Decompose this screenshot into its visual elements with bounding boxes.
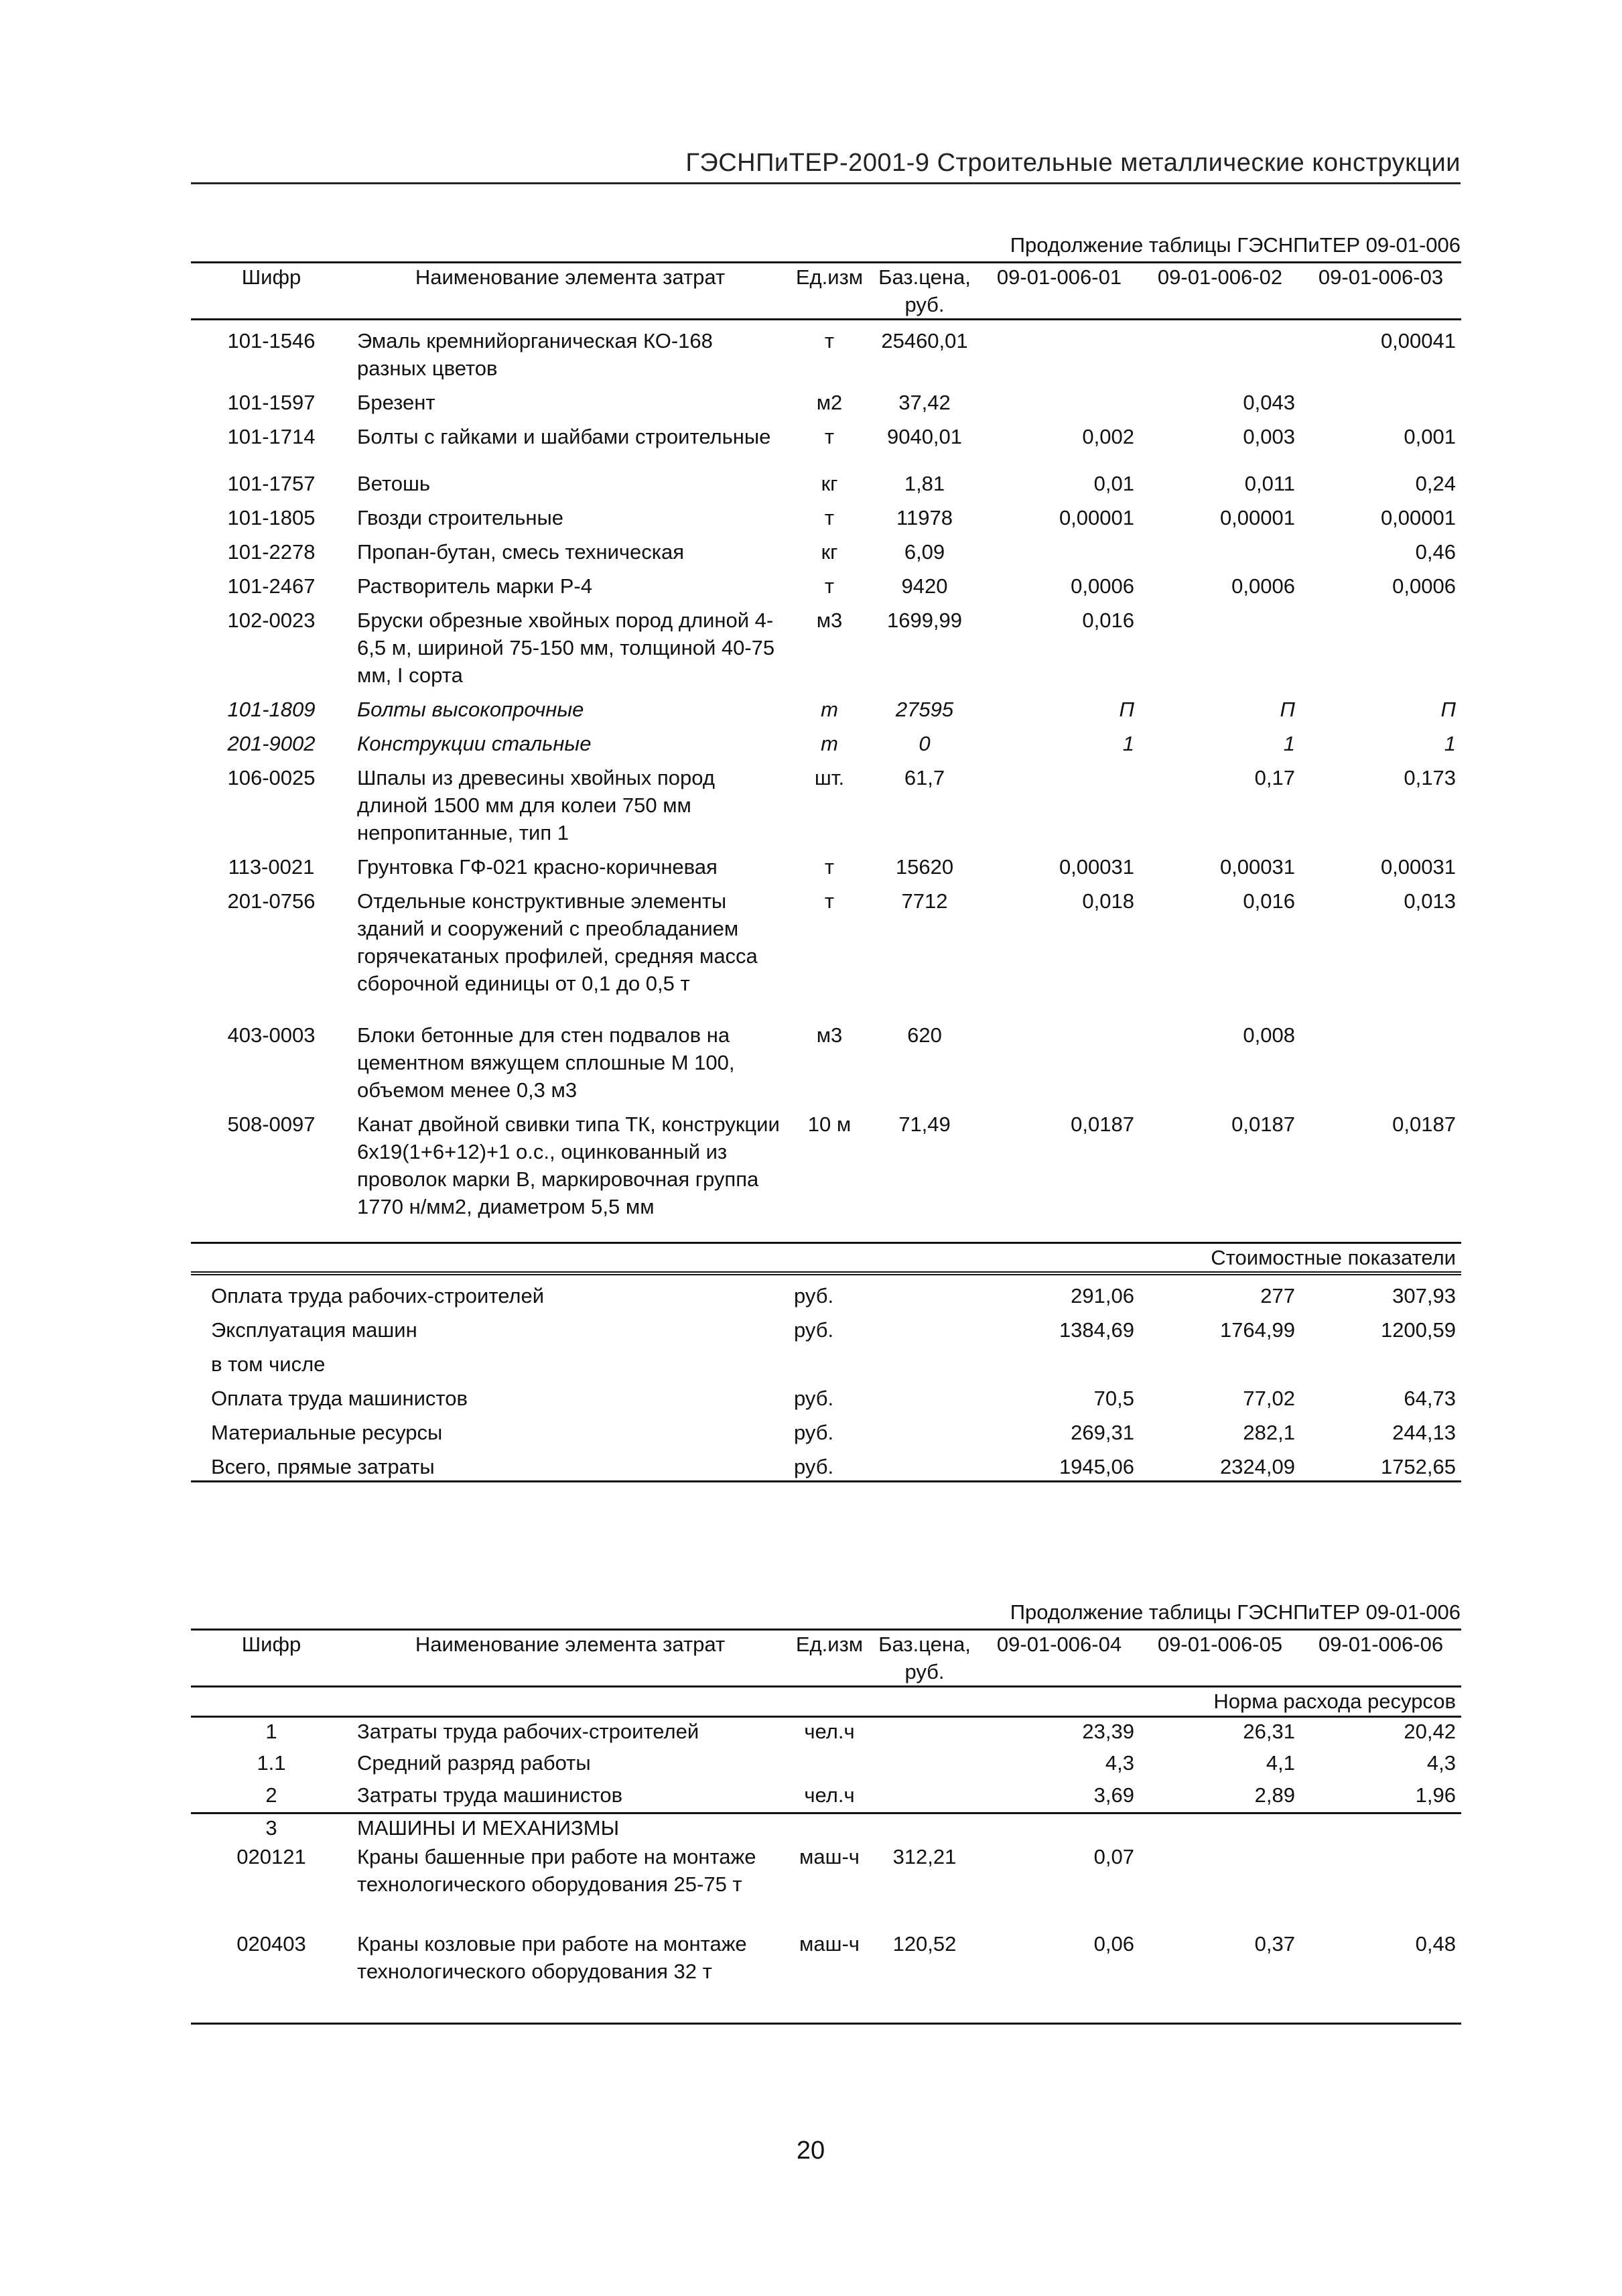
cell-name: Эмаль кремнийорганическая КО-168 разных цветов: [357, 329, 713, 380]
column-header-v1: 09-01-006-04: [996, 1633, 1122, 1656]
cell-value: [1140, 320, 1300, 383]
summary-title-row: [191, 1242, 1461, 1273]
cell-value: [979, 531, 1140, 566]
cell-value: 1: [1283, 732, 1295, 755]
column-header-v2: 09-01-006-05: [1157, 1633, 1283, 1656]
summary-row: [191, 1344, 1461, 1378]
cell-code: 020403: [236, 1931, 306, 1956]
document-header: ГЭСНПиТЕР-2001-9 Строительные металлические конструкции: [685, 149, 1461, 177]
cell-unit: кг: [821, 472, 838, 495]
cell-value: 0,00031: [1059, 855, 1134, 879]
summary-value: 2324,09: [1219, 1454, 1295, 1478]
cell-value: 0,01: [1093, 472, 1134, 495]
cell-code: 3: [265, 1816, 277, 1840]
cell-value: 0,011: [1244, 472, 1295, 495]
cell-value: 0,37: [1254, 1931, 1295, 1956]
table1-summary: [191, 1242, 1461, 1481]
cell-value: П: [1280, 698, 1295, 721]
spacer-cell: [789, 1221, 870, 1242]
table2-body: [191, 1717, 1461, 2024]
summary-value: 307,93: [1392, 1283, 1456, 1308]
cell-price: [870, 1781, 979, 1813]
cell-price: 25460,01: [881, 329, 968, 353]
summary-row: [191, 1310, 1461, 1344]
cell-price: 120,52: [892, 1931, 957, 1956]
summary-row: [191, 1446, 1461, 1482]
summary-value: 1764,99: [1219, 1318, 1295, 1342]
cell-price: [870, 1813, 979, 1843]
cell-value: [979, 1015, 1140, 1104]
cell-value: П: [1119, 698, 1134, 721]
cell-value: [979, 382, 1140, 416]
cell-name: Грунтовка ГФ-021 красно-коричневая: [357, 855, 718, 879]
table-row: [191, 1749, 1461, 1781]
table-row: [191, 463, 1461, 497]
summary-value: [979, 1344, 1140, 1378]
summary-price-empty: [870, 1344, 979, 1378]
column-header-price: Баз.цена, руб.: [878, 265, 971, 316]
cell-value: 0,043: [1243, 391, 1295, 414]
cell-value: [1300, 1813, 1461, 1843]
summary-unit: руб.: [794, 1318, 834, 1342]
cell-value: 4,1: [1266, 1750, 1295, 1775]
cell-code: 201-0756: [227, 889, 316, 913]
summary-unit: руб.: [794, 1283, 834, 1308]
cell-value: [1140, 600, 1300, 689]
cell-value: [1300, 1843, 1461, 1930]
cell-value: 0,17: [1254, 766, 1295, 789]
cell-code: 113-0021: [228, 855, 315, 879]
summary-value: 1384,69: [1059, 1318, 1134, 1342]
cell-unit: 10 м: [807, 1112, 852, 1136]
cell-value: 0,0187: [1231, 1112, 1295, 1136]
cell-value: 0,0006: [1071, 574, 1134, 598]
cell-name: Гвозди строительные: [357, 506, 564, 529]
summary-value: 282,1: [1243, 1420, 1295, 1444]
cell-name: Шпалы из древесины хвойных пород длиной 1500 мм для колеи 750 мм непропитанные, тип 1: [357, 766, 715, 844]
cell-price: 620: [907, 1023, 942, 1047]
cell-code: 2: [265, 1783, 277, 1807]
cell-unit: т: [824, 425, 835, 448]
cell-code: 101-1714: [227, 425, 316, 448]
column-header-v1: 09-01-006-01: [996, 265, 1122, 289]
cell-value: [1300, 600, 1461, 689]
spacer-cell: [1140, 1221, 1300, 1242]
cell-price: 15620: [895, 855, 954, 879]
cell-name: Краны башенные при работе на монтаже технологического оборудования 25-75 т: [357, 1844, 756, 1896]
spacer-cell: [979, 1221, 1140, 1242]
spacer-cell: [870, 1221, 979, 1242]
cell-price: 9040,01: [886, 425, 963, 448]
summary-title: Стоимостные показатели: [1211, 1245, 1456, 1269]
cell-price: 6,09: [904, 540, 945, 564]
cell-code: 508-0097: [227, 1112, 316, 1136]
summary-row: [191, 1412, 1461, 1446]
cell-value: 0,46: [1415, 540, 1456, 564]
table-row: [191, 531, 1461, 566]
cell-value: 0,0006: [1231, 574, 1295, 598]
cell-value: [1140, 1843, 1300, 1930]
cell-value: 0,00031: [1380, 855, 1456, 879]
cell-code: 020121: [236, 1844, 306, 1868]
table-row: [191, 1717, 1461, 1749]
cell-price: 11978: [896, 506, 953, 529]
spacer-cell: [1300, 1221, 1461, 1242]
column-header-code: Шифр: [241, 265, 301, 289]
table-row: [191, 689, 1461, 723]
cell-value: 1,96: [1415, 1783, 1456, 1807]
cell-code: 101-1805: [227, 506, 316, 529]
column-header-unit: Ед.изм: [795, 1633, 864, 1656]
summary-value: 1200,59: [1380, 1318, 1456, 1342]
cell-unit: т: [821, 732, 838, 755]
cell-value: 1: [1444, 732, 1456, 755]
column-header-price: Баз.цена, руб.: [878, 1633, 971, 1683]
cell-price: 0: [919, 732, 931, 755]
cell-code: 106-0025: [227, 766, 316, 789]
cell-value: 0,016: [1082, 609, 1134, 632]
cell-value: 0,07: [1093, 1844, 1134, 1868]
cell-price: [870, 1749, 979, 1781]
summary-unit: руб.: [794, 1420, 834, 1444]
summary-price-empty: [870, 1273, 979, 1310]
cell-price: 312,21: [892, 1844, 957, 1868]
summary-value: [1300, 1344, 1461, 1378]
cell-value: 0,48: [1415, 1931, 1456, 1956]
table-row: [191, 416, 1461, 463]
cell-value: 20,42: [1404, 1720, 1456, 1743]
norm-section-header: Норма расхода ресурсов: [1213, 1689, 1456, 1713]
summary-row: [191, 1378, 1461, 1412]
cell-value: 0,00001: [1219, 506, 1295, 529]
cell-value: [979, 757, 1140, 846]
cell-unit: м3: [816, 609, 843, 632]
cell-code: 1: [265, 1720, 277, 1743]
summary-label: Оплата труда машинистов: [211, 1386, 468, 1410]
cell-price: 27595: [895, 698, 954, 721]
cell-name: Бруски обрезные хвойных пород длиной 4-6,5 м, шириной 75-150 мм, толщиной 40-75 мм, I сорта: [357, 609, 775, 687]
cell-unit: [789, 1813, 870, 1843]
cell-value: [1140, 531, 1300, 566]
spacer-cell: [191, 1221, 352, 1242]
summary-price-empty: [870, 1310, 979, 1344]
column-header-unit: Ед.изм: [795, 265, 864, 289]
cell-value: 0,00031: [1219, 855, 1295, 879]
table1-caption: Продолжение таблицы ГЭСНПиТЕР 09-01-006: [1010, 233, 1461, 257]
cell-value: [979, 1813, 1140, 1843]
column-header-v3: 09-01-006-06: [1318, 1633, 1444, 1656]
cell-unit: маш-ч: [799, 1844, 860, 1868]
table-row: [191, 1930, 1461, 2024]
table-spacer-row: [191, 1221, 1461, 1242]
table-row: [191, 497, 1461, 531]
cell-name: Затраты труда рабочих-строителей: [357, 1720, 699, 1743]
table-row: [191, 382, 1461, 416]
summary-label: Материальные ресурсы: [211, 1420, 443, 1444]
table-row: [191, 757, 1461, 846]
summary-value: 291,06: [1071, 1283, 1134, 1308]
cell-price: 1,81: [904, 472, 945, 495]
cell-value: 0,00001: [1059, 506, 1134, 529]
table-row: [191, 846, 1461, 881]
cell-price: 61,7: [904, 766, 945, 789]
table2-caption: Продолжение таблицы ГЭСНПиТЕР 09-01-006: [1010, 1600, 1461, 1624]
cell-price: 9420: [901, 574, 948, 598]
cell-value: 0,173: [1404, 766, 1456, 789]
summary-value: 70,5: [1093, 1386, 1134, 1410]
summary-unit: [789, 1344, 870, 1378]
cell-value: [979, 320, 1140, 383]
cell-unit: т: [821, 698, 838, 721]
cell-unit: т: [824, 889, 835, 913]
resource-table-1: [191, 261, 1461, 1482]
cell-code: 101-1546: [227, 329, 316, 353]
cell-value: 3,69: [1093, 1783, 1134, 1807]
cell-name: Пропан-бутан, смесь техническая: [357, 540, 685, 564]
cell-name: Растворитель марки Р-4: [357, 574, 592, 598]
cell-value: [1300, 382, 1461, 416]
summary-label: в том числе: [211, 1352, 326, 1376]
cell-code: 102-0023: [227, 609, 316, 632]
summary-row: [191, 1273, 1461, 1310]
cell-unit: [789, 1749, 870, 1781]
cell-unit: т: [824, 574, 835, 598]
summary-price-empty: [870, 1446, 979, 1482]
summary-value: 1945,06: [1059, 1454, 1134, 1478]
cell-code: 101-1757: [227, 472, 316, 495]
cell-unit: т: [824, 855, 835, 879]
cell-value: 0,002: [1082, 425, 1134, 448]
cell-value: 23,39: [1082, 1720, 1134, 1743]
table-row: [191, 723, 1461, 757]
summary-unit: руб.: [794, 1386, 834, 1410]
cell-name: Конструкции стальные: [357, 732, 592, 755]
summary-price-empty: [870, 1412, 979, 1446]
resource-table-2: [191, 1629, 1461, 2025]
table-row: [191, 1015, 1461, 1104]
cell-value: П: [1440, 698, 1456, 721]
cell-value: 0,016: [1243, 889, 1295, 913]
summary-value: 244,13: [1392, 1420, 1456, 1444]
cell-name: Отдельные конструктивные элементы зданий и сооружений с преобладанием горячекатаных профилей, средняя масса сборочной единицы от 0,1 до 0,5 т: [357, 889, 758, 995]
summary-value: 277: [1260, 1283, 1295, 1308]
cell-unit: маш-ч: [799, 1931, 860, 1956]
column-header-name: Наименование элемента затрат: [415, 265, 726, 289]
cell-name: Канат двойной свивки типа ТК, конструкции 6х19(1+6+12)+1 о.с., оцинкованный из проволок марки В, маркировочная группа 1770 н/мм2, диаметром 5,5 мм: [357, 1112, 780, 1218]
summary-value: 77,02: [1243, 1386, 1295, 1410]
cell-unit: м3: [816, 1023, 843, 1047]
column-header-v3: 09-01-006-03: [1318, 265, 1444, 289]
cell-value: 0,003: [1243, 425, 1295, 448]
column-header-code: Шифр: [241, 1633, 301, 1656]
cell-price: [870, 1717, 979, 1749]
cell-code: 201-9002: [227, 732, 316, 755]
cell-code: 1.1: [257, 1750, 286, 1775]
table-row: [191, 320, 1461, 383]
cell-unit: чел.ч: [804, 1720, 855, 1743]
cell-unit: м2: [816, 391, 843, 414]
cell-value: 0,24: [1415, 472, 1456, 495]
cell-value: 0,0006: [1392, 574, 1456, 598]
cell-name: Болты высокопрочные: [357, 698, 584, 721]
cell-value: 0,0187: [1392, 1112, 1456, 1136]
cell-price: 1699,99: [886, 609, 963, 632]
cell-name: Блоки бетонные для стен подвалов на цементном вяжущем сплошные М 100, объемом менее 0,3 м3: [357, 1023, 735, 1102]
cell-price: 37,42: [898, 391, 951, 414]
cell-value: 0,0187: [1071, 1112, 1134, 1136]
cell-name: Болты с гайками и шайбами строительные: [357, 425, 771, 448]
cell-value: 1: [1122, 732, 1134, 755]
summary-label: Всего, прямые затраты: [211, 1454, 435, 1478]
cell-name: Брезент: [357, 391, 435, 414]
table-row: [191, 1813, 1461, 1843]
cell-code: 101-1597: [227, 391, 316, 414]
cell-code: 101-2278: [227, 540, 316, 564]
cell-unit: т: [824, 329, 835, 353]
cell-unit: т: [824, 506, 835, 529]
cell-value: 0,00041: [1380, 329, 1456, 353]
cell-name: МАШИНЫ И МЕХАНИЗМЫ: [357, 1816, 620, 1840]
cell-unit: кг: [821, 540, 838, 564]
cell-value: [1140, 1813, 1300, 1843]
page-number: 20: [796, 2136, 825, 2165]
table1-body: [191, 320, 1461, 1243]
cell-value: 0,001: [1404, 425, 1456, 448]
summary-label: Оплата труда рабочих-строителей: [211, 1283, 545, 1308]
table-row: [191, 1104, 1461, 1221]
summary-label: Эксплуатация машин: [211, 1318, 417, 1342]
summary-value: 1752,65: [1380, 1454, 1456, 1478]
cell-value: 2,89: [1254, 1783, 1295, 1807]
table-row: [191, 1843, 1461, 1930]
cell-unit: чел.ч: [804, 1783, 855, 1807]
cell-price: 7712: [901, 889, 948, 913]
table-row: [191, 566, 1461, 600]
cell-code: 101-1809: [227, 698, 316, 721]
cell-value: 4,3: [1426, 1750, 1456, 1775]
cell-value: 0,008: [1243, 1023, 1295, 1047]
table-row: [191, 1781, 1461, 1813]
summary-value: [1140, 1344, 1300, 1378]
summary-price-empty: [870, 1378, 979, 1412]
cell-code: 403-0003: [227, 1023, 316, 1047]
header-rule: [191, 182, 1461, 184]
cell-value: 26,31: [1243, 1720, 1295, 1743]
cell-code: 101-2467: [227, 574, 316, 598]
spacer-cell: [352, 1221, 789, 1242]
cell-name: Затраты труда машинистов: [357, 1783, 623, 1807]
summary-value: 269,31: [1071, 1420, 1134, 1444]
table-row: [191, 600, 1461, 689]
cell-value: 0,00001: [1380, 506, 1456, 529]
summary-value: 64,73: [1404, 1386, 1456, 1410]
cell-value: 4,3: [1105, 1750, 1134, 1775]
table-row: [191, 881, 1461, 1015]
cell-unit: шт.: [814, 766, 845, 789]
column-header-v2: 09-01-006-02: [1157, 265, 1283, 289]
cell-value: 0,018: [1082, 889, 1134, 913]
cell-value: 0,06: [1093, 1931, 1134, 1956]
cell-value: [1300, 1015, 1461, 1104]
summary-unit: руб.: [794, 1454, 834, 1478]
cell-name: Ветошь: [357, 472, 430, 495]
cell-value: 0,013: [1404, 889, 1456, 913]
cell-name: Средний разряд работы: [357, 1750, 591, 1775]
cell-name: Краны козловые при работе на монтаже технологического оборудования 32 т: [357, 1931, 747, 1983]
cell-price: 71,49: [898, 1112, 951, 1136]
column-header-name: Наименование элемента затрат: [415, 1633, 726, 1656]
